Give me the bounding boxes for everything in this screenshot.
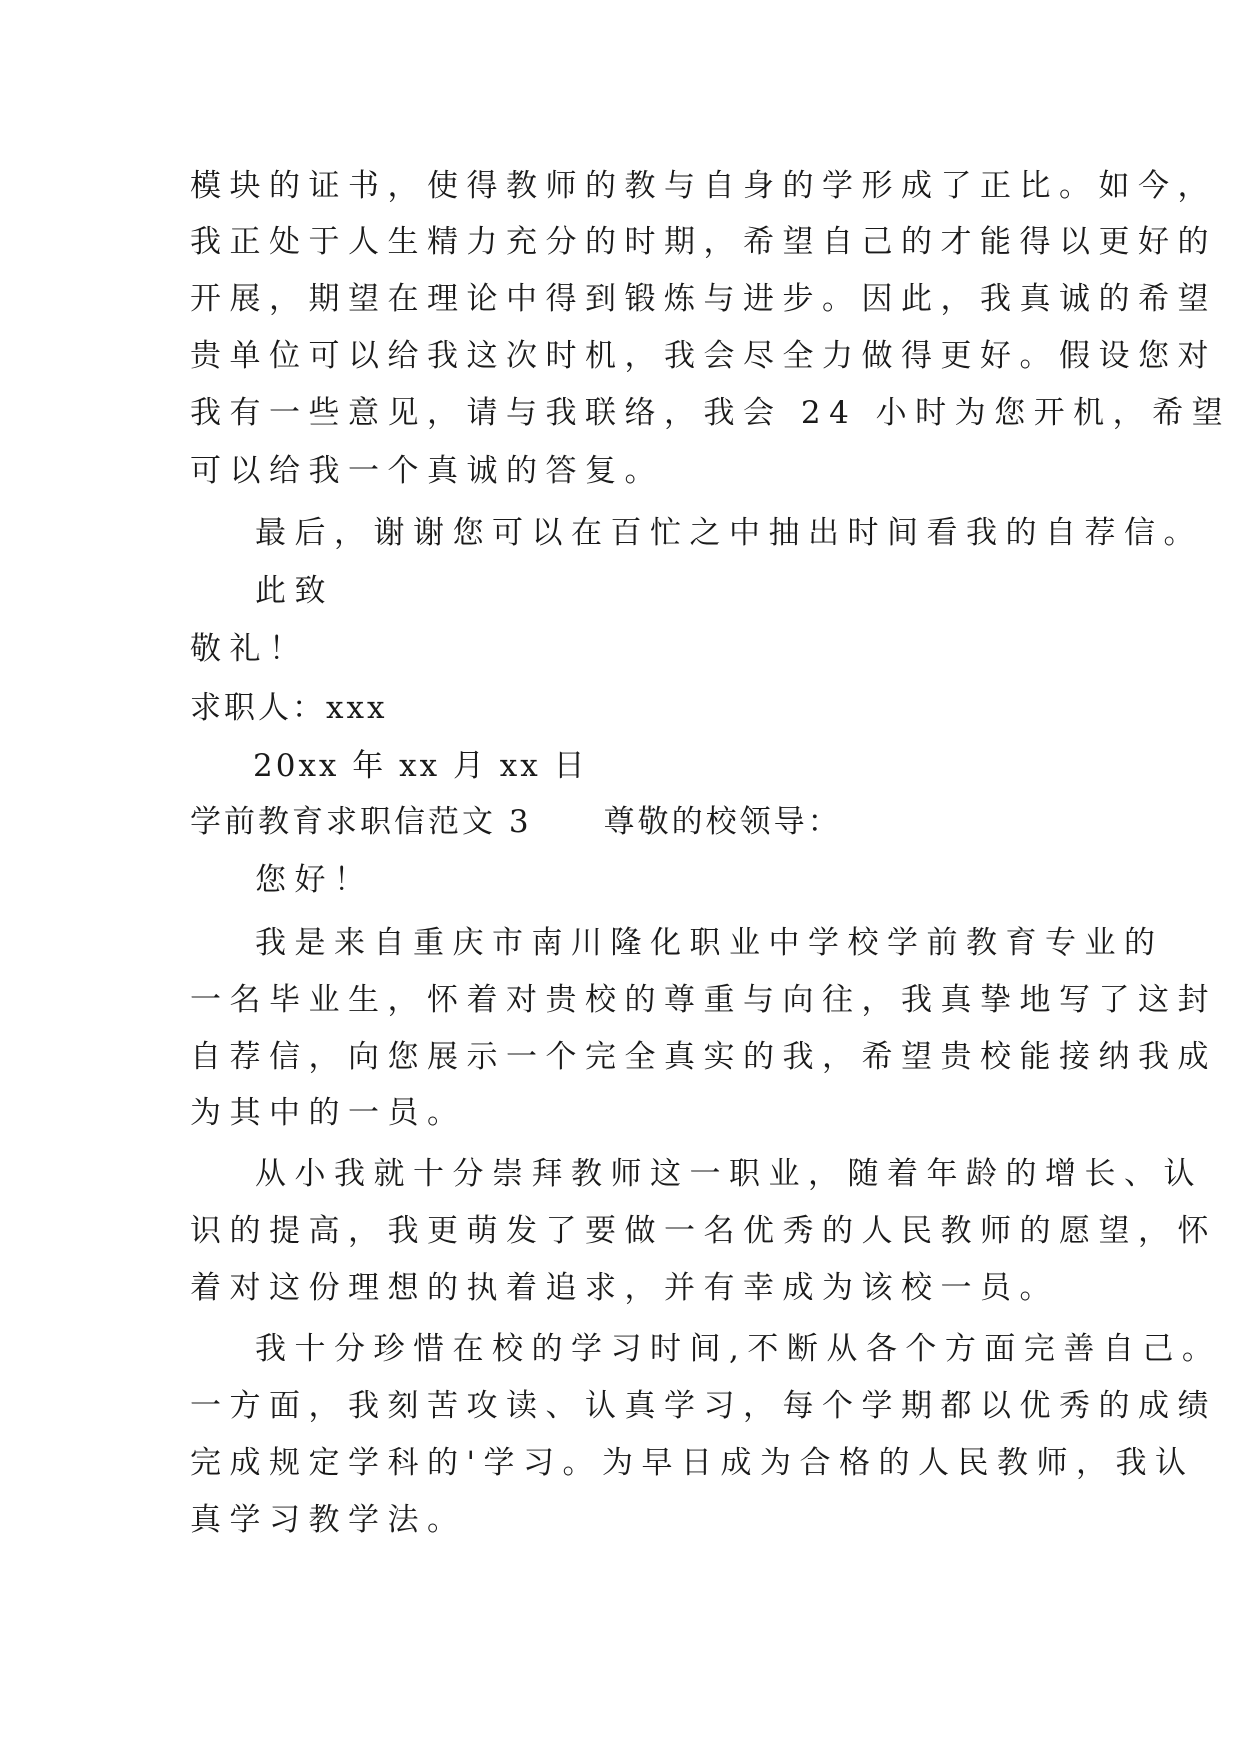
body-text-line: 识的提高，我更萌发了要做一名优秀的人民教师的愿望，怀 (190, 1213, 1217, 1249)
body-text-line: 自荐信，向您展示一个完全真实的我，希望贵校能接纳我成 (190, 1039, 1217, 1075)
body-text-line: 模块的证书，使得教师的教与自身的学形成了正比。如今， (190, 168, 1217, 204)
body-text-line: 开展，期望在理论中得到锻炼与进步。因此，我真诚的希望 (190, 281, 1217, 317)
body-text-line: 真学习教学法。 (190, 1502, 467, 1538)
section-title: 学前教育求职信范文 3 (190, 804, 532, 840)
body-text-line: 一名毕业生，怀着对贵校的尊重与向往，我真挚地写了这封 (190, 982, 1217, 1018)
body-text-line: 完成规定学科的'学习。为早日成为合格的人民教师，我认 (190, 1445, 1195, 1481)
letter-date: 20xx 年 xx 月 xx 日 (253, 748, 588, 784)
closing-paragraph: 最后，谢谢您可以在百忙之中抽出时间看我的自荐信。 (255, 515, 1203, 551)
body-text-line: 为其中的一员。 (190, 1095, 467, 1131)
body-text-line: 一方面，我刻苦攻读、认真学习，每个学期都以优秀的成绩 (190, 1388, 1217, 1424)
body-text-line: 我有一些意见，请与我联络，我会 24 小时为您开机，希望 (190, 395, 1232, 431)
body-text-line: 着对这份理想的执着追求，并有幸成为该校一员。 (190, 1270, 1059, 1306)
applicant-name: 求职人：xxx (190, 690, 388, 726)
body-text-line: 贵单位可以给我这次时机，我会尽全力做得更好。假设您对 (190, 338, 1217, 374)
body-text-line: 我十分珍惜在校的学习时间,不断从各个方面完善自己。 (255, 1331, 1222, 1367)
salutation-cizhi: 此致 (255, 573, 334, 609)
section-heading-row (190, 794, 842, 850)
salutation-jingli: 敬礼！ (190, 631, 309, 667)
body-text-line: 可以给我一个真诚的答复。 (190, 453, 664, 489)
body-text-line: 我是来自重庆市南川隆化职业中学校学前教育专业的 (255, 925, 1164, 961)
body-text-line: 从小我就十分崇拜教师这一职业，随着年龄的增长、认 (255, 1156, 1203, 1192)
body-text-line: 我正处于人生精力充分的时期，希望自己的才能得以更好的 (190, 224, 1217, 260)
greeting: 您好！ (255, 862, 374, 898)
letter-addressee: 尊敬的校领导： (603, 804, 842, 840)
